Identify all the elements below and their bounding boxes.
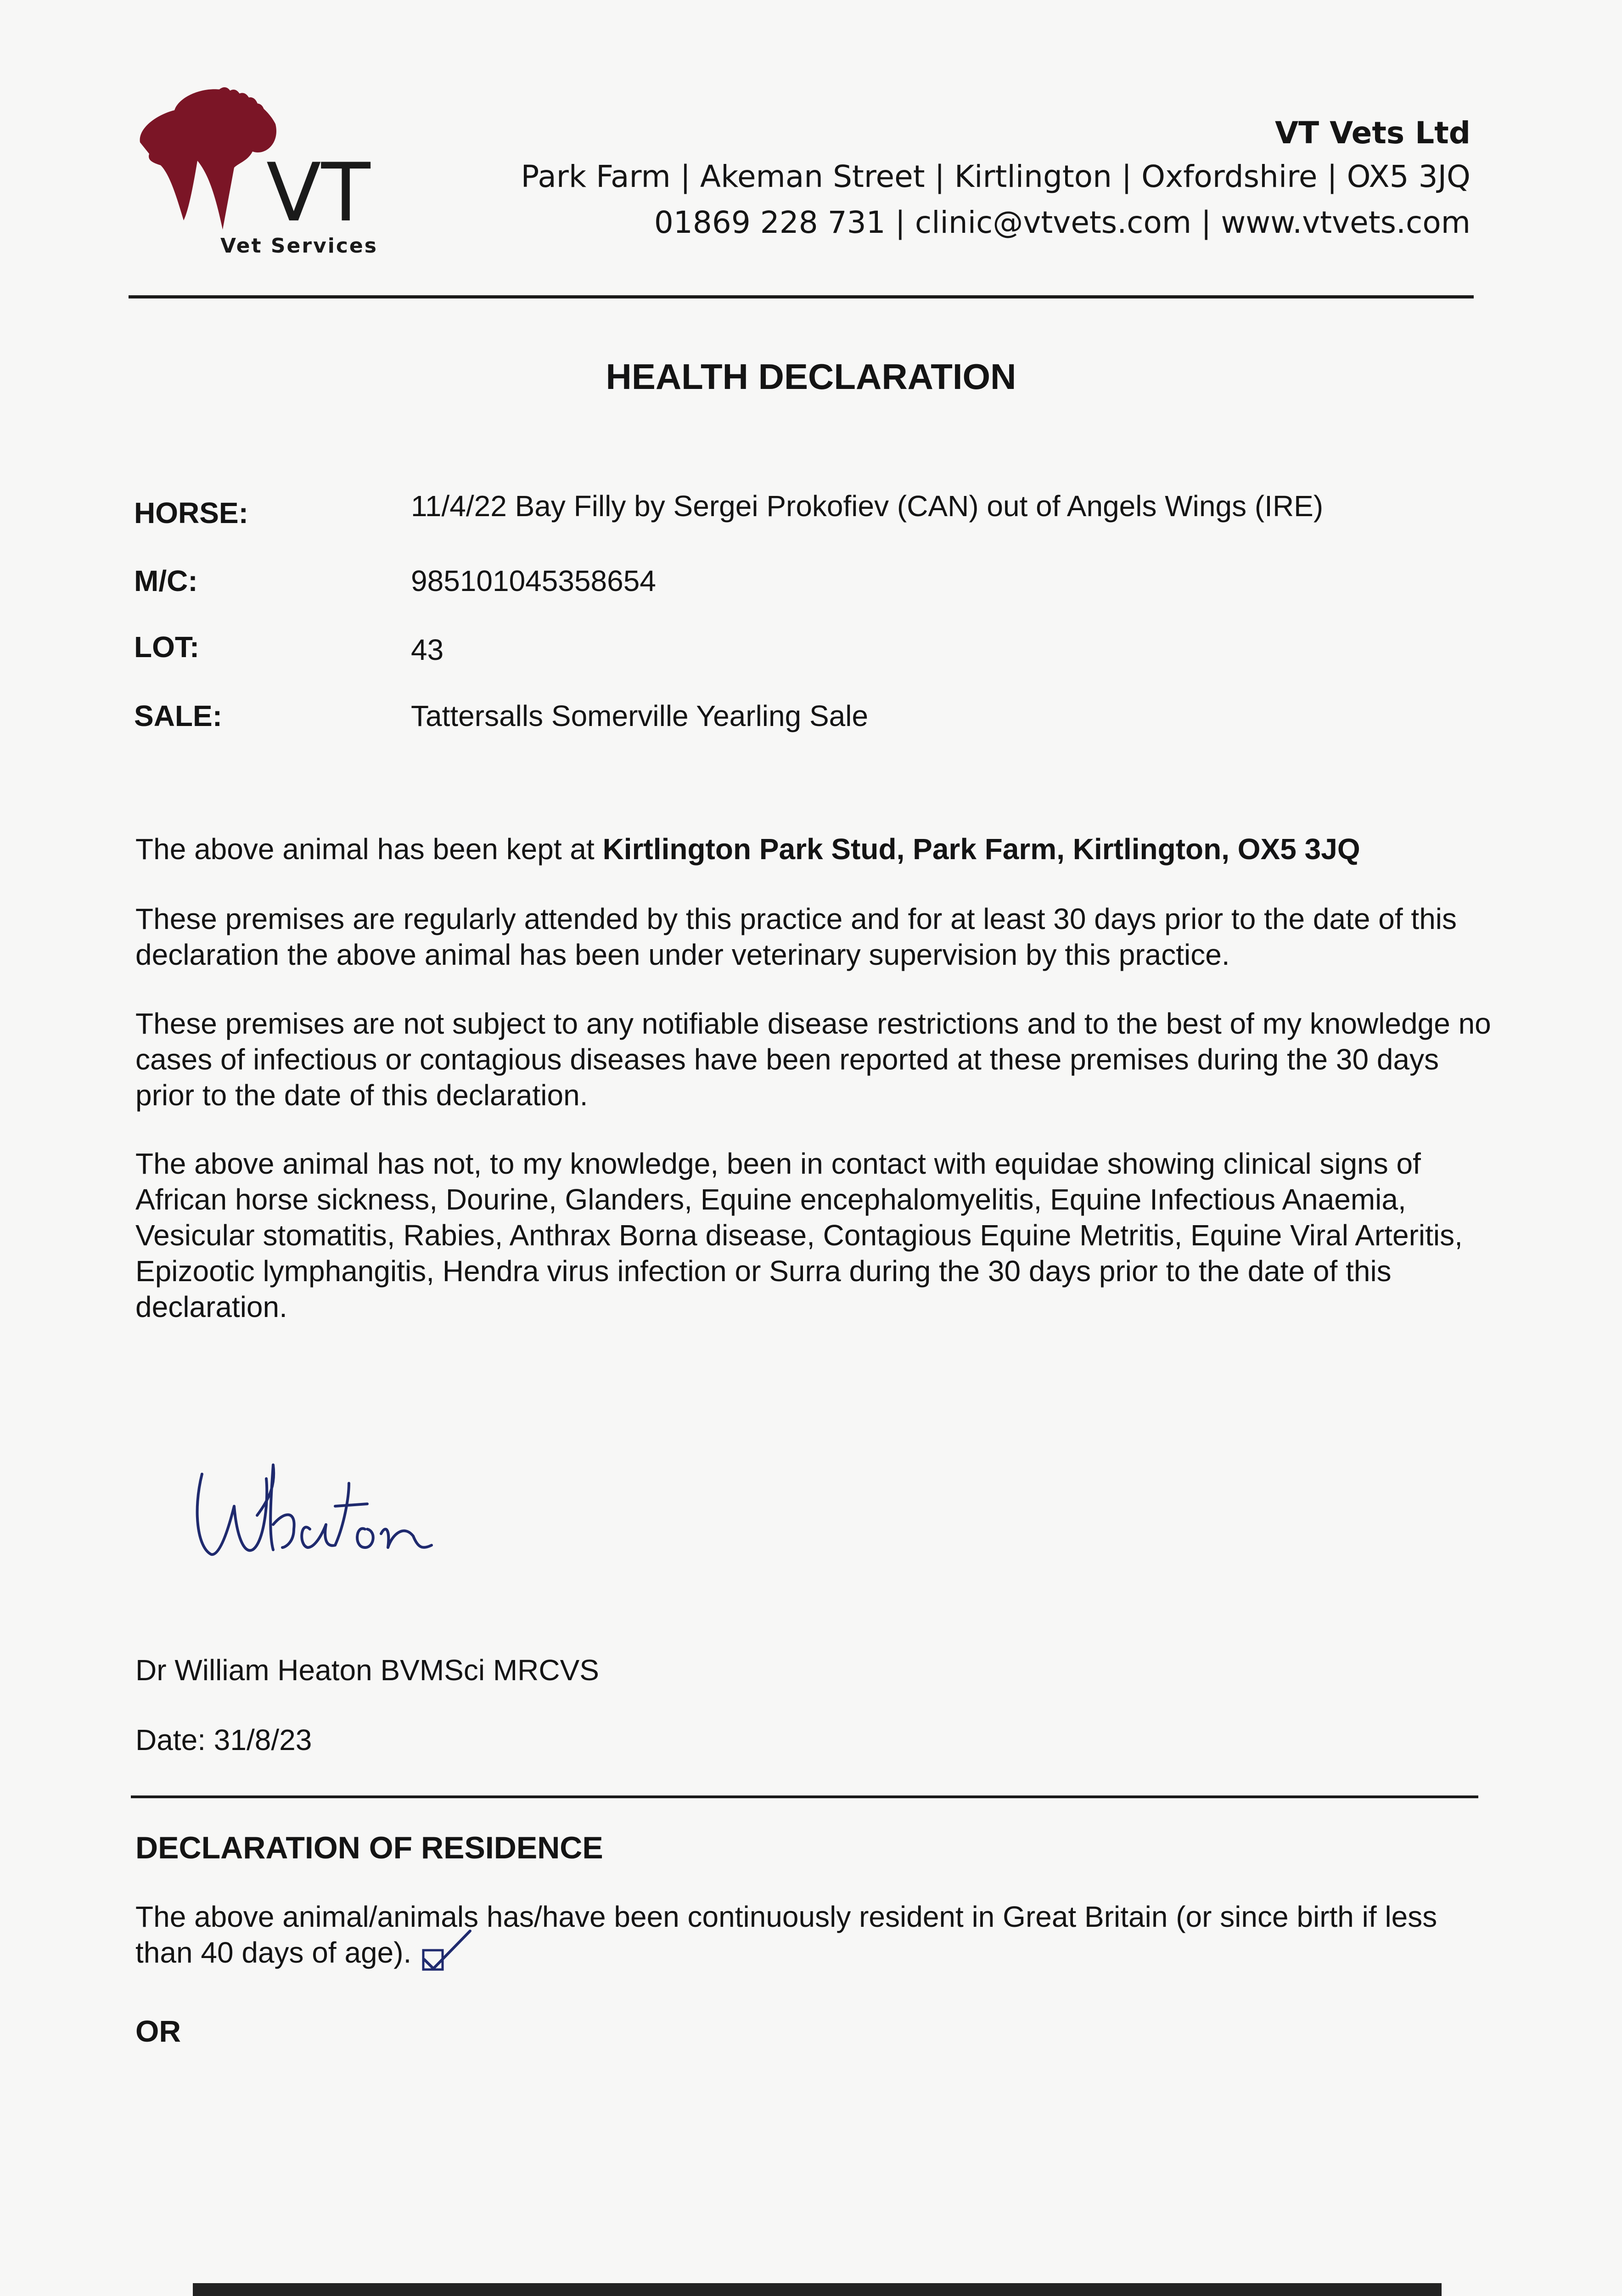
disease-contact-paragraph: The above animal has not, to my knowledge, been in contact with equidae showing clinical signs of African horse sickness, Dourine, Glanders, Equine encephalomyelitis, Equine Infectious Anaemia, Vesicular stomatitis, Rabies, Anthrax Borna disease, Contagious Equine Metritis, Equine Viral Arteritis, Epizootic lymphangitis, Hendra virus infection or Surra during the 30 days prior to the date of this declaration. bbox=[135, 1147, 1463, 1323]
scan-edge bbox=[193, 2283, 1442, 2296]
kept-intro: The above animal has been kept at bbox=[135, 833, 603, 866]
sale-label: SALE: bbox=[134, 699, 222, 732]
signatory-name: Dr William Heaton BVMSci MRCVS bbox=[135, 1654, 599, 1687]
horse-head-logo-icon bbox=[129, 83, 386, 266]
lot-label: LOT: bbox=[134, 630, 200, 664]
vt-logo bbox=[129, 83, 386, 266]
kept-statement bbox=[135, 831, 1494, 867]
page-title: HEALTH DECLARATION bbox=[606, 356, 1016, 397]
horse-label: HORSE: bbox=[134, 496, 248, 529]
microchip-value: 985101045358654 bbox=[411, 564, 656, 597]
company-name: VT Vets Ltd bbox=[1275, 115, 1470, 151]
residence-checkbox[interactable] bbox=[420, 1941, 452, 1969]
section-divider bbox=[131, 1795, 1478, 1798]
logo-text: VT bbox=[266, 146, 370, 240]
sale-value: Tattersalls Somerville Yearling Sale bbox=[411, 699, 869, 732]
company-address: Park Farm | Akeman Street | Kirtlington | Oxfordshire | OX5 3JQ bbox=[521, 159, 1470, 194]
checkmark-icon bbox=[420, 1927, 475, 1973]
residence-text: The above animal/animals has/have been continuously resident in Great Britain (or since birth if less than 40 days of age). bbox=[135, 1900, 1437, 1969]
restrictions-paragraph: These premises are not subject to any notifiable disease restrictions and to the best of my knowledge no cases of infectious or contagious diseases have been reported at these premises during the 30 days prior to the date of this declaration. bbox=[135, 1007, 1491, 1112]
header-divider bbox=[129, 295, 1474, 298]
residence-statement bbox=[135, 1899, 1490, 1970]
signature-date: Date: 31/8/23 bbox=[135, 1723, 312, 1756]
lot-value: 43 bbox=[411, 633, 444, 666]
company-contact: 01869 228 731 | clinic@vtvets.com | www.vtvets.com bbox=[654, 205, 1470, 240]
or-label: OR bbox=[135, 2014, 181, 2048]
logo-subtext: Vet Services bbox=[220, 234, 378, 258]
company-info bbox=[521, 113, 1471, 246]
supervision-paragraph: These premises are regularly attended by this practice and for at least 30 days prior to the date of this declaration the above animal has been under veterinary supervision by this practice. bbox=[135, 902, 1457, 971]
kept-location: Kirtlington Park Stud, Park Farm, Kirtlington, OX5 3JQ bbox=[602, 833, 1360, 866]
residence-title: DECLARATION OF RESIDENCE bbox=[135, 1830, 603, 1865]
signature bbox=[184, 1456, 505, 1575]
horse-value: 11/4/22 Bay Filly by Sergei Prokofiev (CAN) out of Angels Wings (IRE) bbox=[411, 490, 1324, 523]
microchip-label: M/C: bbox=[134, 564, 198, 597]
